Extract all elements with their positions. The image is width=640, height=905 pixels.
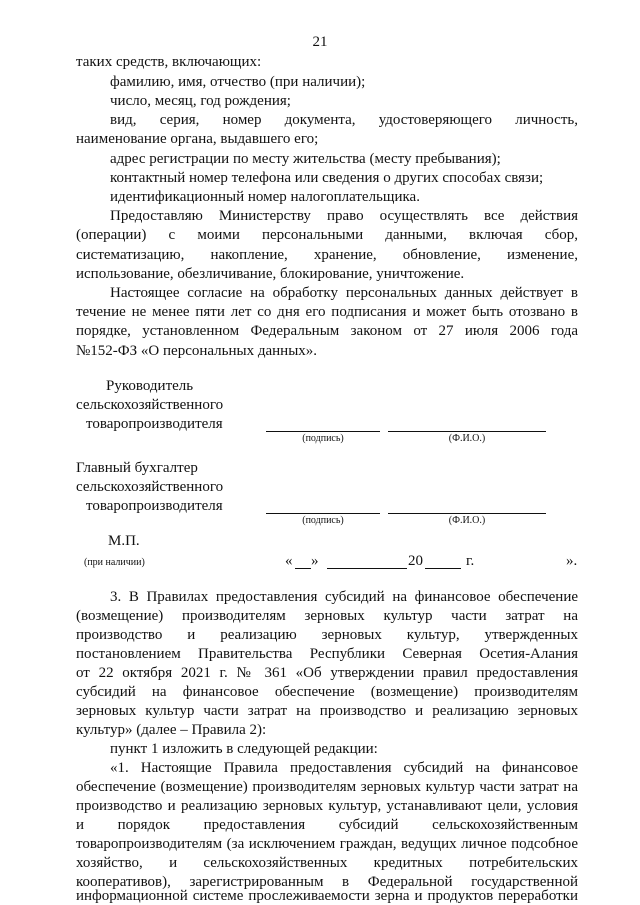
text-line: идентификационный номер налогоплательщика. [110, 189, 420, 205]
text-line: число, месяц, год рождения; [110, 93, 291, 109]
text-line: «1. Настоящие Правила предоставления субсидий на финансовое [110, 760, 578, 776]
text-line: вид, серия, номер документа, удостоверяющего личность, [110, 112, 578, 128]
text-line: фамилию, имя, отчество (при наличии); [110, 74, 366, 90]
stamp-note: (при наличии) [84, 557, 145, 568]
text-line: Предоставляю Министерству право осуществлять все действия [110, 208, 578, 224]
signatory-title: Руководитель [106, 378, 194, 394]
text-line: 3. В Правилах предоставления субсидий на финансовое обеспечение [110, 589, 578, 605]
text-line: (операции) с моими персональными данными, включая сбор, [76, 227, 578, 243]
text-line: Настоящее согласие на обработку персональных данных действует в [110, 285, 578, 301]
name-line [388, 513, 546, 514]
text-line: хозяйство, и сельскохозяйственных кредитных потребительских [76, 855, 578, 871]
signatory-title: сельскохозяйственного [76, 479, 224, 495]
date-end: ». [566, 553, 578, 569]
text-line: постановлением Правительства Республики Северная Осетия-Алания [76, 646, 578, 662]
text-line: производство и реализацию зерновых культур, устанавливают цели, условия [76, 798, 578, 814]
stamp-label: М.П. [108, 533, 140, 549]
name-caption: (Ф.И.О.) [448, 433, 486, 444]
signatory-title: товаропроизводителя [86, 416, 223, 432]
text-line: контактный номер телефона или сведения о других способах связи; [110, 170, 544, 186]
text-line: №152-ФЗ «О персональных данных». [76, 343, 318, 359]
text-line: информационной системе прослеживаемости зерна и продуктов переработки [76, 888, 578, 904]
text-line: течение не менее пяти лет со дня его подписания и может быть отозвано в [76, 304, 578, 320]
signature-caption: (подпись) [302, 515, 344, 526]
name-caption: (Ф.И.О.) [448, 515, 486, 526]
text-line: кооперативов), зарегистрированным в Федеральной государственной [76, 874, 578, 890]
month-blank [327, 568, 407, 569]
signature-caption: (подпись) [302, 433, 344, 444]
text-line: адрес регистрации по месту жительства (месту пребывания); [110, 151, 501, 167]
text-line: наименование органа, выдавшего его; [76, 131, 319, 147]
text-line: (возмещение) производителям зерновых культур части затрат на [76, 608, 578, 624]
name-line [388, 431, 546, 432]
signatory-title: сельскохозяйственного [76, 397, 224, 413]
date-close-quote: » [311, 553, 319, 569]
signature-line [266, 513, 380, 514]
text-line: порядке, установленном Федеральным законом от 27 июля 2006 года [76, 323, 578, 339]
text-line: и порядок предоставления субсидий сельскохозяйственным [76, 817, 578, 833]
date-open-quote: « [285, 553, 293, 569]
text-line: от 22 октября 2021 г. № 361 «Об утверждении правил предоставления [76, 665, 578, 681]
year-suffix: г. [466, 553, 475, 569]
text-line: систематизацию, накопление, хранение, обновление, изменение, [76, 247, 578, 263]
text-line: обеспечение (возмещение) производителям зерновых культур части затрат на [76, 779, 578, 795]
text-line: таких средств, включающих: [76, 54, 262, 70]
signature-line [266, 431, 380, 432]
year-blank [425, 568, 461, 569]
year-prefix: 20 [408, 553, 423, 569]
signatory-title: товаропроизводителя [86, 498, 223, 514]
day-blank [295, 568, 311, 569]
text-line: зерновых культур части затрат на производство и реализацию зерновых [76, 703, 578, 719]
text-line: пункт 1 изложить в следующей редакции: [110, 741, 378, 757]
text-line: использование, обезличивание, блокирование, уничтожение. [76, 266, 465, 282]
page-number: 21 [312, 34, 328, 50]
text-line: субсидий на финансовое обеспечение (возмещение) производителям [76, 684, 578, 700]
text-line: производство и реализацию зерновых культур, утвержденных [76, 627, 578, 643]
text-line: товаропроизводителям (за исключением граждан, ведущих личное подсобное [76, 836, 578, 852]
signatory-title: Главный бухгалтер [76, 460, 198, 476]
text-line: культур» (далее – Правила 2): [76, 722, 267, 738]
